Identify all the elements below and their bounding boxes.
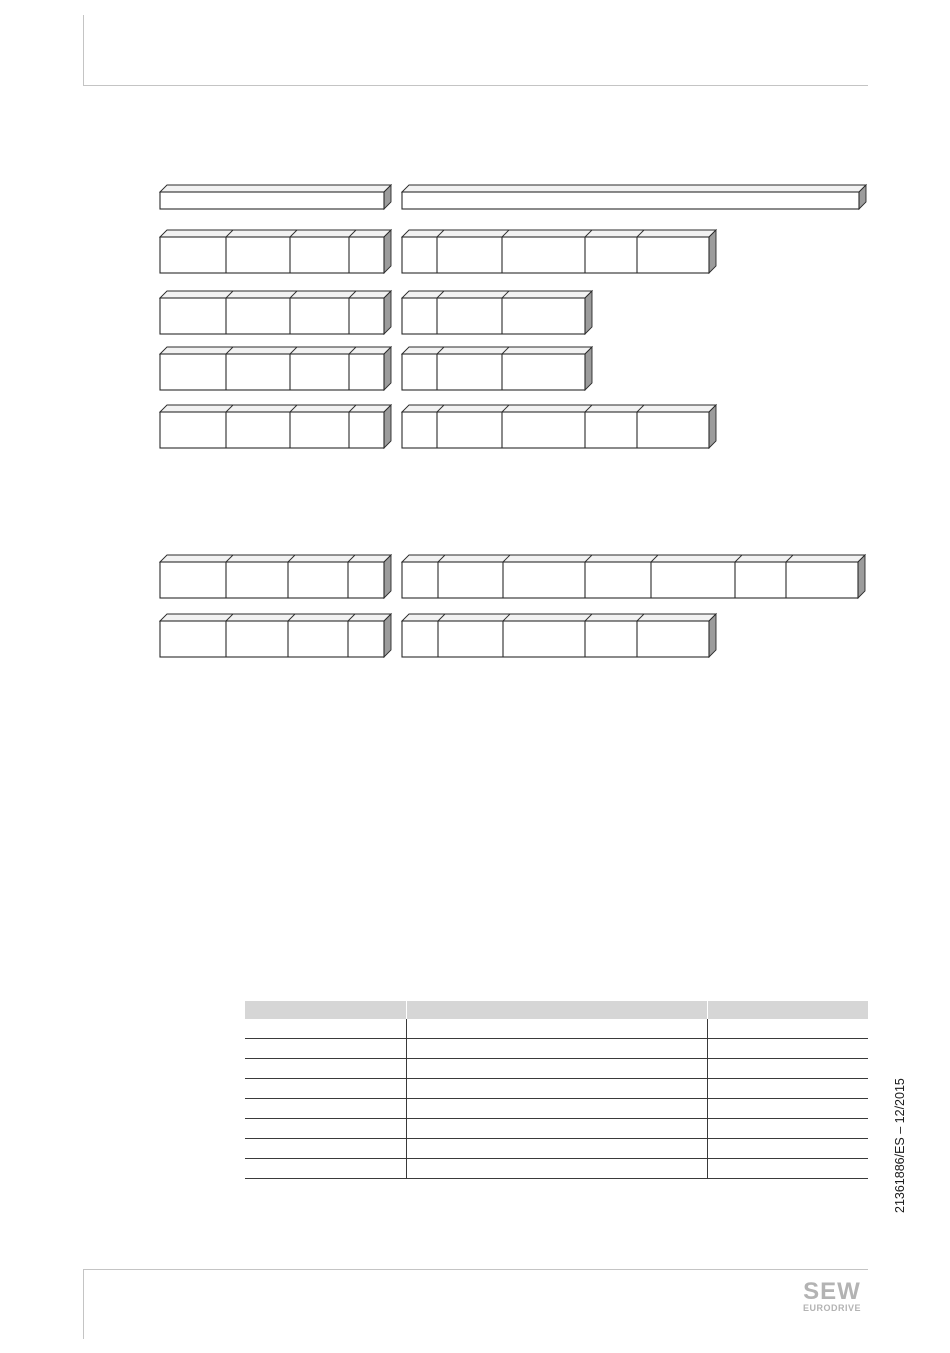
block-side-face bbox=[585, 291, 592, 334]
block-top-face bbox=[160, 185, 391, 192]
block-top-face bbox=[160, 555, 391, 562]
table-cell bbox=[406, 1039, 707, 1059]
frame-right-block-5 bbox=[402, 555, 865, 598]
table-cell bbox=[406, 1159, 707, 1179]
block-front-face bbox=[160, 237, 384, 273]
frame-right-block-4 bbox=[402, 405, 716, 448]
table-cell bbox=[245, 1159, 406, 1179]
block-side-face bbox=[709, 614, 716, 657]
frame-left-block-2 bbox=[160, 291, 391, 334]
block-top-face bbox=[160, 347, 391, 354]
block-top-face bbox=[402, 614, 716, 621]
frame-right-block-3 bbox=[402, 347, 592, 390]
table-row bbox=[245, 1119, 868, 1139]
block-front-face bbox=[402, 237, 709, 273]
block-front-face bbox=[160, 192, 384, 209]
table-row bbox=[245, 1019, 868, 1039]
block-front-face bbox=[160, 412, 384, 448]
frame-left-block-3 bbox=[160, 347, 391, 390]
block-side-face bbox=[384, 614, 391, 657]
table-cell bbox=[406, 1119, 707, 1139]
table-cell bbox=[707, 1159, 868, 1179]
block-side-face bbox=[384, 291, 391, 334]
frame-left-block-6 bbox=[160, 614, 391, 657]
block-side-face bbox=[384, 347, 391, 390]
block-front-face bbox=[402, 354, 585, 390]
frame-right-block-1 bbox=[402, 230, 716, 273]
block-front-face bbox=[402, 298, 585, 334]
header-block-right bbox=[402, 185, 866, 209]
table-cell bbox=[406, 1059, 707, 1079]
table-cell bbox=[707, 1079, 868, 1099]
table-header-row bbox=[245, 1001, 868, 1019]
frame-left-block-4 bbox=[160, 405, 391, 448]
block-front-face bbox=[402, 621, 709, 657]
block-front-face bbox=[402, 192, 859, 209]
table-cell bbox=[406, 1019, 707, 1039]
block-front-face bbox=[402, 562, 858, 598]
block-side-face bbox=[384, 405, 391, 448]
sew-eurodrive-logo bbox=[796, 1278, 868, 1316]
table-row bbox=[245, 1099, 868, 1119]
data-table bbox=[245, 1001, 868, 1179]
block-front-face bbox=[402, 412, 709, 448]
block-side-face bbox=[384, 230, 391, 273]
block-top-face bbox=[160, 614, 391, 621]
block-front-face bbox=[160, 621, 384, 657]
table-cell bbox=[245, 1039, 406, 1059]
table-row bbox=[245, 1079, 868, 1099]
block-side-face bbox=[384, 555, 391, 598]
table-cell bbox=[707, 1139, 868, 1159]
block-front-face bbox=[160, 354, 384, 390]
table-header-cell bbox=[707, 1001, 868, 1019]
frame-right-block-2 bbox=[402, 291, 592, 334]
table-cell bbox=[406, 1139, 707, 1159]
block-top-face bbox=[402, 230, 716, 237]
frame-left-block-5 bbox=[160, 555, 391, 598]
table-cell bbox=[406, 1079, 707, 1099]
table-cell bbox=[245, 1119, 406, 1139]
logo-wordmark: SEW bbox=[803, 1278, 861, 1305]
block-top-face bbox=[160, 230, 391, 237]
table-cell bbox=[245, 1079, 406, 1099]
block-top-face bbox=[402, 555, 865, 562]
document-code: 21361886/ES – 12/2015 bbox=[893, 1078, 907, 1213]
block-front-face bbox=[160, 562, 384, 598]
table-cell bbox=[707, 1019, 868, 1039]
table-header-cell bbox=[245, 1001, 406, 1019]
table-cell bbox=[707, 1039, 868, 1059]
table-header-cell bbox=[406, 1001, 707, 1019]
logo-subline: EURODRIVE bbox=[802, 1303, 861, 1313]
table-cell bbox=[707, 1059, 868, 1079]
block-top-face bbox=[402, 185, 866, 192]
block-top-face bbox=[402, 405, 716, 412]
table-row bbox=[245, 1059, 868, 1079]
table-cell bbox=[245, 1099, 406, 1119]
table-cell bbox=[245, 1019, 406, 1039]
block-top-face bbox=[402, 291, 592, 298]
block-top-face bbox=[160, 405, 391, 412]
table-cell bbox=[707, 1119, 868, 1139]
table-row bbox=[245, 1139, 868, 1159]
table-row bbox=[245, 1039, 868, 1059]
table-body bbox=[245, 1019, 868, 1179]
table-cell bbox=[245, 1059, 406, 1079]
table-cell bbox=[707, 1099, 868, 1119]
block-top-face bbox=[402, 347, 592, 354]
table-row bbox=[245, 1159, 868, 1179]
frame-right-block-6 bbox=[402, 614, 716, 657]
header-block-left bbox=[160, 185, 391, 209]
block-side-face bbox=[858, 555, 865, 598]
block-side-face bbox=[709, 405, 716, 448]
table-cell bbox=[245, 1139, 406, 1159]
block-side-face bbox=[709, 230, 716, 273]
block-side-face bbox=[585, 347, 592, 390]
block-top-face bbox=[160, 291, 391, 298]
frame-left-block-1 bbox=[160, 230, 391, 273]
table-cell bbox=[406, 1099, 707, 1119]
block-front-face bbox=[160, 298, 384, 334]
